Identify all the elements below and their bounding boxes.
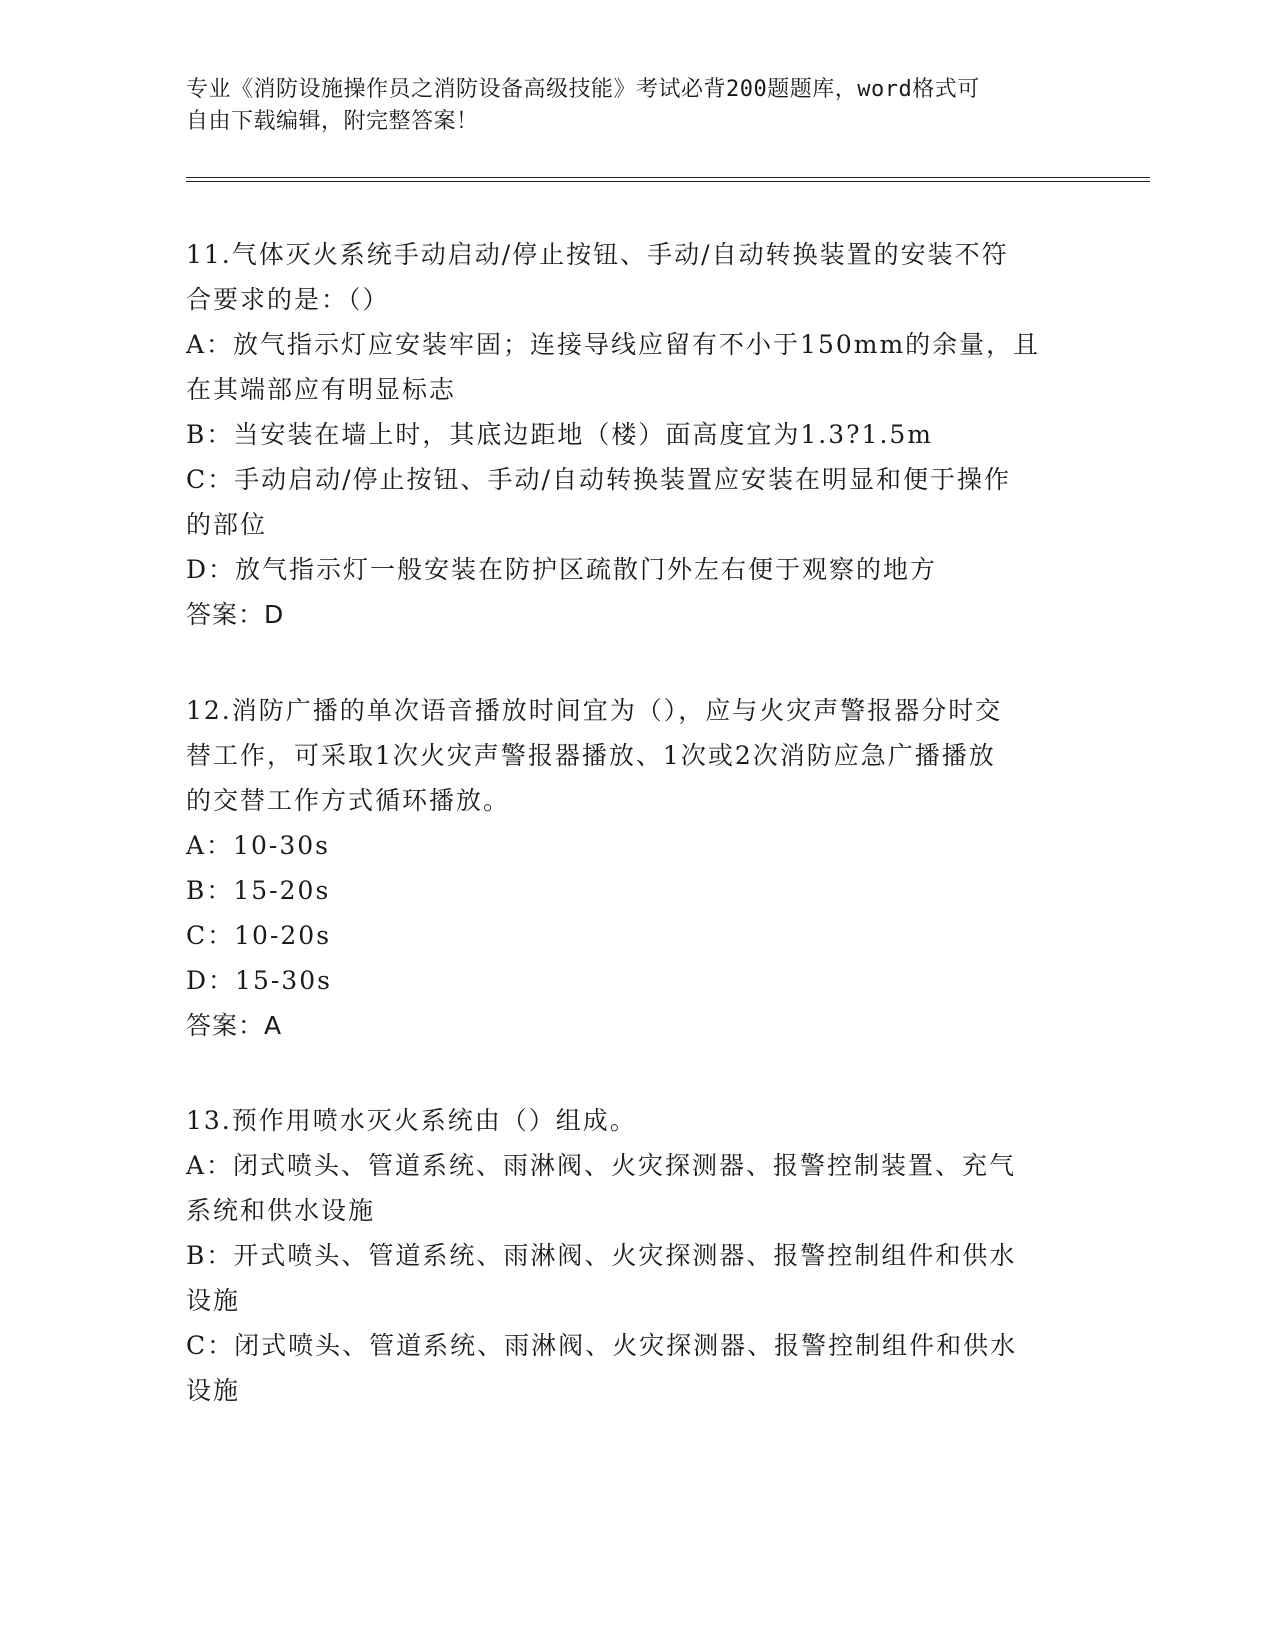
option-b: B：开式喷头、管道系统、雨淋阀、火灾探测器、报警控制组件和供水: [186, 1241, 1017, 1270]
question-stem: 替工作，可采取1次火灾声警报器播放、1次或2次消防应急广播播放: [186, 741, 996, 770]
option-c: C：手动启动/停止按钮、手动/自动转换装置应安装在明显和便于操作: [186, 465, 1011, 494]
option-a-cont: 系统和供水设施: [186, 1196, 376, 1225]
option-d: D：15-30s: [186, 966, 332, 995]
option-b: B：当安装在墙上时，其底边距地（楼）面高度宜为1.3?1.5m: [186, 420, 933, 449]
option-c: C：10-20s: [186, 921, 332, 950]
option-d: D：放气指示灯一般安装在防护区疏散门外左右便于观察的地方: [186, 555, 938, 584]
question-stem: 的交替工作方式循环播放。: [186, 786, 511, 815]
question-stem: 12.消防广播的单次语音播放时间宜为（），应与火灾声警报器分时交: [186, 696, 1003, 725]
document-header: [186, 74, 1086, 138]
question-13: [186, 1098, 1086, 1413]
option-a: A：放气指示灯应安装牢固；连接导线应留有不小于150mm的余量，且: [186, 330, 1041, 359]
option-c-cont: 设施: [186, 1376, 241, 1405]
header-line: 自由下载编辑，附完整答案！: [186, 109, 479, 134]
question-stem: 11.气体灭火系统手动启动/停止按钮、手动/自动转换装置的安装不符: [186, 240, 1009, 269]
option-c: C：闭式喷头、管道系统、雨淋阀、火灾探测器、报警控制组件和供水: [186, 1331, 1018, 1360]
header-line: 专业《消防设施操作员之消防设备高级技能》考试必背200题题库，word格式可: [186, 77, 980, 102]
option-a: A：闭式喷头、管道系统、雨淋阀、火灾探测器、报警控制装置、充气: [186, 1151, 1017, 1180]
answer: 答案：D: [186, 600, 285, 629]
question-11: [186, 232, 1086, 637]
header-divider: [186, 177, 1150, 178]
answer: 答案：A: [186, 1011, 283, 1040]
option-c-cont: 的部位: [186, 510, 268, 539]
header-divider: [186, 181, 1150, 182]
question-stem: 合要求的是：（）: [186, 285, 390, 314]
option-b: B：15-20s: [186, 876, 331, 905]
question-stem: 13.预作用喷水灭火系统由（）组成。: [186, 1106, 637, 1135]
option-b-cont: 设施: [186, 1286, 241, 1315]
option-a: A：10-30s: [186, 831, 330, 860]
question-12: [186, 688, 1086, 1048]
option-a-cont: 在其端部应有明显标志: [186, 375, 457, 404]
